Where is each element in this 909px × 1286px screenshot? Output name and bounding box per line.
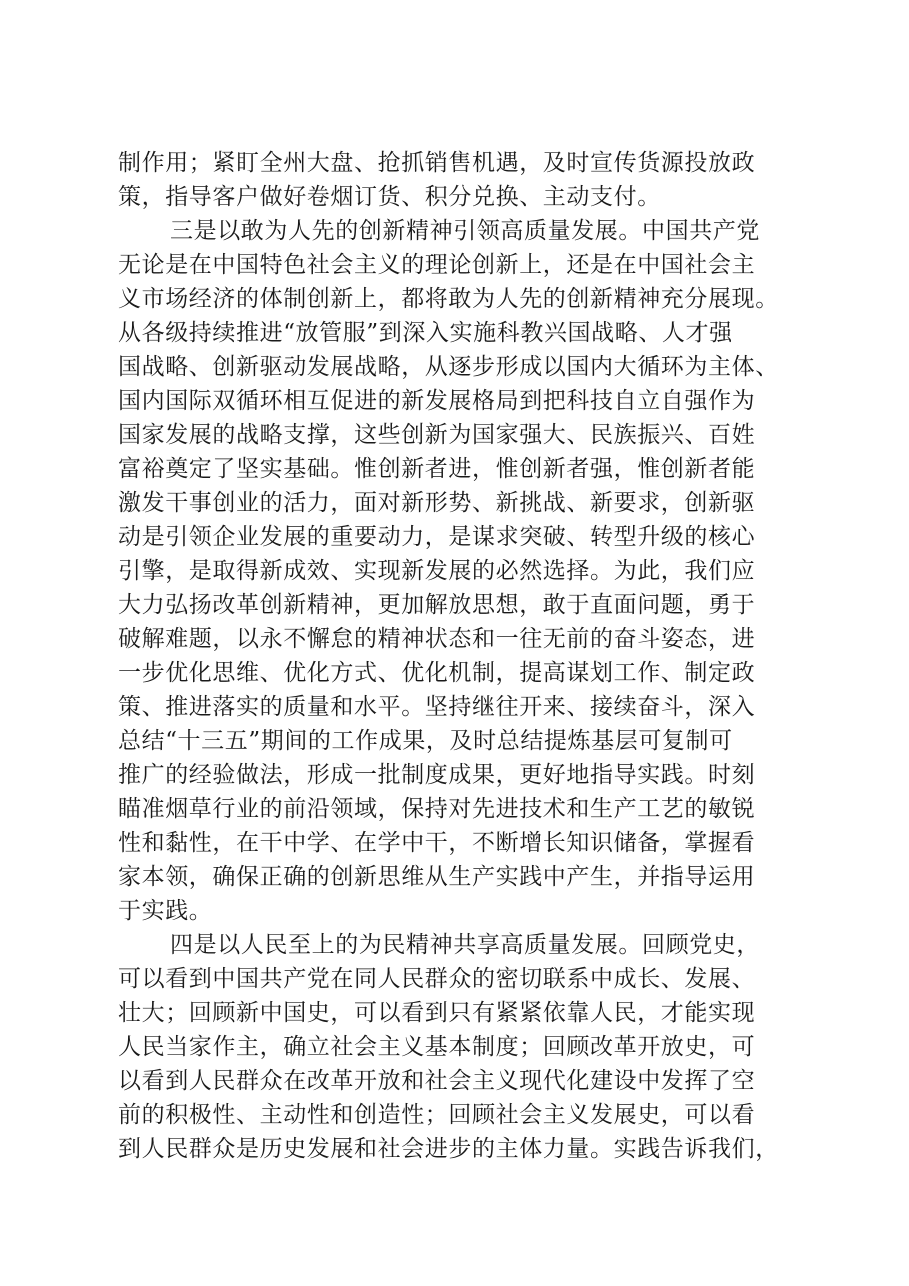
text-line: 大力弘扬改革创新精神，更加解放思想，敢于直面问题，勇于	[118, 592, 756, 618]
text-line: 制作用；紧盯全州大盘、抢抓销售机遇，及时宣传货源投放政	[118, 150, 756, 176]
text-line: 无论是在中国特色社会主义的理论创新上，还是在中国社会主	[118, 252, 756, 278]
text-line: 到人民群众是历史发展和社会进步的主体力量。实践告诉我们，	[118, 1136, 779, 1162]
text-line: 总结“十三五”期间的工作成果，及时总结提炼基层可复制可	[118, 728, 733, 754]
text-line: 引擎，是取得新成效、实现新发展的必然选择。为此，我们应	[118, 558, 756, 584]
text-line: 性和黏性，在干中学、在学中干，不断增长知识储备，掌握看	[118, 830, 756, 856]
text-line: 国战略、创新驱动发展战略，从逐步形成以国内大循环为主体、	[118, 354, 779, 380]
text-line: 人民当家作主，确立社会主义基本制度；回顾改革开放史，可	[118, 1034, 756, 1060]
text-line: 一步优化思维、优化方式、优化机制，提高谋划工作、制定政	[118, 660, 756, 686]
text-line: 策、推进落实的质量和水平。坚持继往开来、接续奋斗，深入	[118, 694, 756, 720]
text-line: 策，指导客户做好卷烟订货、积分兑换、主动支付。	[118, 184, 661, 210]
text-line: 义市场经济的体制创新上，都将敢为人先的创新精神充分展现。	[118, 286, 779, 312]
paragraph-start-line: 三是以敢为人先的创新精神引领高质量发展。中国共产党	[170, 218, 760, 244]
text-line: 国内国际双循环相互促进的新发展格局到把科技自立自强作为	[118, 388, 756, 414]
text-line: 以看到人民群众在改革开放和社会主义现代化建设中发挥了空	[118, 1068, 756, 1094]
text-line: 富裕奠定了坚实基础。惟创新者进，惟创新者强，惟创新者能	[118, 456, 756, 482]
body-text	[118, 146, 818, 1166]
text-line: 动是引领企业发展的重要动力，是谋求突破、转型升级的核心	[118, 524, 756, 550]
text-line: 瞄准烟草行业的前沿领域，保持对先进技术和生产工艺的敏锐	[118, 796, 756, 822]
text-line: 激发干事创业的活力，面对新形势、新挑战、新要求，创新驱	[118, 490, 756, 516]
text-line: 可以看到中国共产党在同人民群众的密切联系中成长、发展、	[118, 966, 756, 992]
text-line: 家本领，确保正确的创新思维从生产实践中产生，并指导运用	[118, 864, 756, 890]
text-line: 前的积极性、主动性和创造性；回顾社会主义发展史，可以看	[118, 1102, 756, 1128]
text-line: 壮大；回顾新中国史，可以看到只有紧紧依靠人民，才能实现	[118, 1000, 756, 1026]
text-line: 破解难题，以永不懈怠的精神状态和一往无前的奋斗姿态，进	[118, 626, 756, 652]
text-line: 于实践。	[118, 898, 213, 924]
text-line: 从各级持续推进“放管服”到深入实施科教兴国战略、人才强	[118, 320, 733, 346]
paragraph-start-line: 四是以人民至上的为民精神共享高质量发展。回顾党史，	[170, 932, 760, 958]
text-line: 国家发展的战略支撑，这些创新为国家强大、民族振兴、百姓	[118, 422, 756, 448]
text-line: 推广的经验做法，形成一批制度成果，更好地指导实践。时刻	[118, 762, 756, 788]
